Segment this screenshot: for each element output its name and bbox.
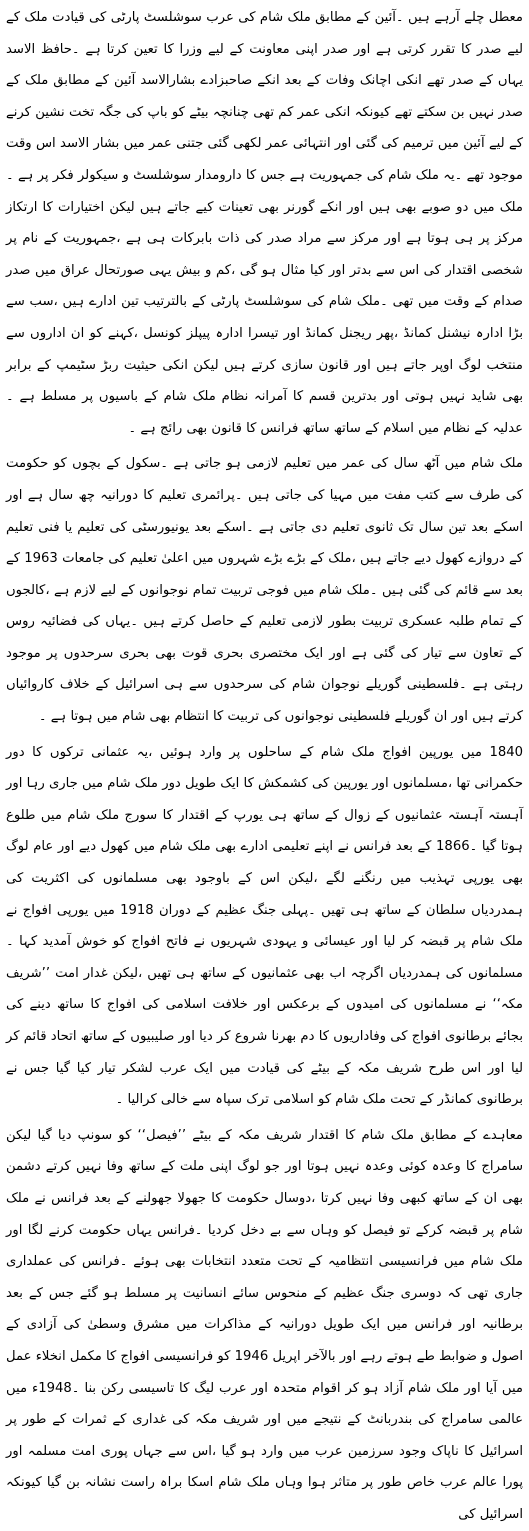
paragraph-1: معطل چلے آرہے ہیں ۔آئین کے مطابق ملک شام کی عرب سوشلسٹ پارٹی کی قیادت ملک کے لیے صدر کا تقرر کرتی ہے اور صدر اپنی معاونت کے لیے وزرا کا تعین کرتا ہے ۔حافظ الاسد یہاں کے صدر تھے انکی اچانک وفات کے بعد انکے صاحبزادے بشارالاسد آئین کے مطابق ملک کے صدر نہیں بن سکتے تھے کیونکہ انکی عمر کم تھی چنانچہ بیٹے کو باپ کی جگہ تخت نشین کرنے کے لیے آئین میں ترمیم کی گئی اور انتہائی عمر لکھی گئی جتنی عمر میں بشار الاسد اس وقت موجود تھے ۔یہ ملک شام کی جمہوریت ہے جس کا دارومدار سوشلسٹ و سیکولر فکر پر ہے ۔ملک میں دو صوبے بھی ہیں اور انکے گورنر بھی تعینات کیے جاتے ہیں لیکن اختیارات کا ارتکاز مرکز پر ہی ہوتا ہے اور مرکز سے مراد صدر کی ذات بابرکات ہی ہے ،جمہوریت کے نام پر شخصی اقتدار کی اس سے بدتر اور کیا مثال ہو گی ،کم و بیش یہی صورتحال عراق میں صدر صدام کے وقت میں تھی ۔ملک شام کی سوشلسٹ پارٹی کے بالترتیب تین ادارے ہیں ،سب سے بڑا ادارہ نیشنل کمانڈ ،پھر ریجنل کمانڈ اور تیسرا ادارہ پیپلز کونسل ،کہنے کو ان اداروں سے منتخب لوگ اوپر جاتے ہیں اور قانون سازی کرتے ہیں لیکن انکی حیثیت ربڑ سٹیمپ کے برابر بھی شاید نہیں ہوتی اور بدترین قسم کا آمرانہ نظام ملک شام کے باسیوں پر مسلط ہے ۔عدلیہ کے نظام میں اسلام کے ساتھ ساتھ فرانس کا قانون بھی رائج ہے ۔ bbox=[6, 10, 523, 436]
paragraph-2: ملک شام میں آٹھ سال کی عمر میں تعلیم لازمی ہو جاتی ہے ۔سکول کے بچوں کو حکومت کی طرف سے کتب مفت میں مہیا کی جاتی ہیں ۔پرائمری تعلیم کا دورانیہ چھ سال ہے اور اسکے بعد تین سال تک ثانوی تعلیم دی جاتی ہے ۔اسکے بعد یونیورسٹی کی تعلیم یا فنی تعلیم کے دروازے کھول دیے جاتے ہیں ،ملک کے بڑے بڑے شہروں میں اعلیٰ تعلیم کی جامعات 1963 کے بعد سے قائم کی گئی ہیں ۔ملک شام میں فوجی تربیت تمام نوجوانوں کے لیے لازم ہے ،کالجوں کے تمام طلبہ عسکری تربیت بطور لازمی تعلیم کے حاصل کرتے ہیں ۔یہاں کی فضائیہ روس کے تعاون سے تیار کی گئی ہے اور ایک مختصری بحری قوت بھی بحری سرحدوں پر موجود رہتی ہے ۔فلسطینی گوریلے نوجوان شام کی سرحدوں سے ہی اسرائیل کے خلاف کاروائیاں کرتے ہیں اور ان گوریلے فلسطینی نوجوانوں کی تربیت کا انتظام بھی شام میں ہوتا ہے ۔ bbox=[6, 456, 523, 725]
paragraph-3: 1840 میں یورپین افواج ملک شام کے ساحلوں پر وارد ہوئیں ،یہ عثمانی ترکوں کا دور حکمرانی تھا ،مسلمانوں اور یورپین کی کشمکش کا ایک طویل دور ملک شام میں جاری رہا اور آہستہ آہستہ عثمانیوں کے زوال کے ساتھ ہی یورپ کے اقتدار کا سورج ملک شام میں طلوع ہوتا گیا ۔1866 کے بعد فرانس نے اپنے تعلیمی ادارے بھی ملک شام میں کھول دیے اور عام لوگ بھی یورپی تہذیب میں رنگنے لگے ،لیکن اس کے باوجود بھی مسلمانوں کی اکثریت کی ہمدردیاں سلطان کے ساتھ ہی تھیں ۔پہلی جنگ عظیم کے دوران 1918 میں یورپی افواج نے ملک شام پر قبضہ کر لیا اور عیسائی و یہودی شہریوں نے فاتح افواج کو خوش آمدید کہا ۔مسلمانوں کی ہمدردیاں اگرچہ اب بھی عثمانیوں کے ساتھ ہی تھیں ،لیکن غدار امت ’’شریف مکہ‘‘ نے مسلمانوں کی امیدوں کے برعکس اور خلافت اسلامی کی افواج کا ساتھ دینے کی بجائے برطانوی افواج کی وفاداریوں کا دم بھرنا شروع کر دیا اور صلیبیوں کے ساتھ اتحاد قائم کر لیا اور اس طرح شریف مکہ کے بیٹے کی قیادت میں ایک عرب لشکر تیار کیا گیا جس نے برطانوی کمانڈر کے تحت ملک شام کو اسلامی ترک سپاہ سے خالی کرالیا ۔ bbox=[6, 744, 523, 1108]
paragraph-4: معاہدے کے مطابق ملک شام کا اقتدار شریف مکہ کے بیٹے ’’فیصل‘‘ کو سونپ دیا گیا لیکن سامراج کا وعدہ کوئی وعدہ نہیں ہوتا اور جو لوگ اپنی ملت کے ساتھ وفا نہیں کرتے دشمن بھی ان کے ساتھ کبھی وفا نہیں کرتا ،دوسال حکومت کا جھولا جھولنے کے بعد فرانس نے ملک شام پر قبضہ کرکے تو فیصل کو وہاں سے بے دخل کردیا ۔فرانس یہاں حکومت کرنے لگا اور ملک شام میں فرانسیسی انتظامیہ کے تحت متعدد انتخابات بھی ہوئے ۔فرانس کی عملداری جاری تھی کہ دوسری جنگ عظیم کے منحوس سائے انسانیت پر مسلط ہو گئے جس کے بعد برطانیہ اور فرانس میں ایک طویل دورانیہ کے مذاکرات میں مشرق وسطیٰ کی آزادی کے اصول و ضوابط طے ہوتے رہے اور بالآخر اپریل 1946 کو فرانسیسی افواج کا مکمل انخلاء عمل میں آیا اور ملک شام آزاد ہو کر اقوام متحدہ اور عرب لیگ کا تاسیسی رکن بنا ۔1948ء میں عالمی سامراج کی بندربانٹ کے نتیجے میں اور شریف مکہ کی غداری کے ثمرات کے طور پر اسرائیل کا ناپاک وجود سرزمین عرب میں وارد ہو گیا ،اس سے جہاں پوری امت مسلمہ اور پورا عالم عرب خاص طور پر متاثر ہوا وہاں ملک شام اسکا براہ راست نشانہ بن گیا کیونکہ اسرائیل کی bbox=[6, 1127, 523, 1522]
